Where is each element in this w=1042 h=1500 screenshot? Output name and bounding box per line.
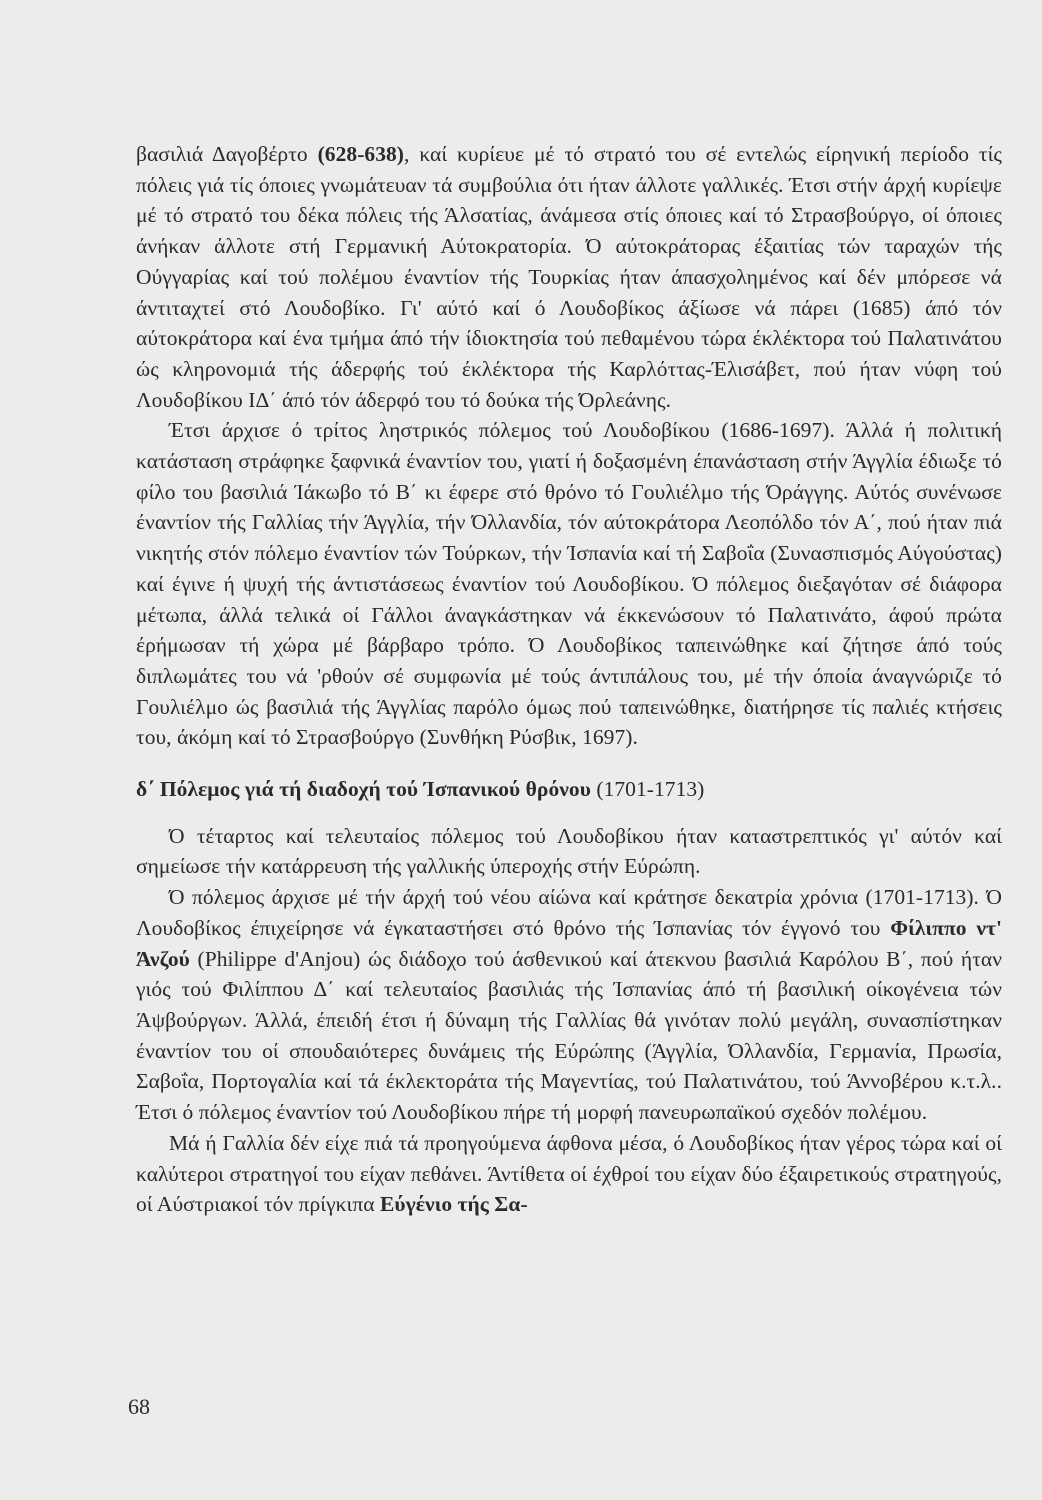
paragraph-5 [136,1128,1002,1220]
paragraph-4-text-2: (Philippe d'Anjou) ώς διάδοχο τού άσθενικού καί άτεκνου βασιλιά Καρόλου Β΄, πού ήταν γιός τού Φιλίππου Δ΄ καί τελευταίος βασιλιάς τής Ίσπανίας άπό τή βασιλική οίκογένεια τών Άψβούργων. Άλλά, έπειδή έτσι ή δύναμη τής Γαλλίας θά γινόταν πολύ μεγάλη, συνασπίστηκαν έναντίον του οί σπουδαιότερες δυνάμεις τής Εύρώπης (Άγγλία, Όλλανδία, Γερμανία, Πρωσία, Σαβοΐα, Πορτογαλία καί τά έκλεκτοράτα τής Μαγεντίας, τού Παλατινάτου, τού Άννοβέρου κ.τ.λ.. Έτσι ό πόλεμος έναντίον τού Λουδοβίκου πήρε τή μορφή πανευρωπαϊκού σχεδόν πολέμου. [136,946,1002,1125]
paragraph-2: Έτσι άρχισε ό τρίτος ληστρικός πόλεμος τού Λουδοβίκου (1686-1697). Άλλά ή πολιτική κατάσταση στράφηκε ξαφνικά έναντίον του, γιατί ή δοξασμένη έπανάσταση στήν Άγγλία έδιωξε τό φίλο του βασιλιά Ίάκωβο τό Β΄ κι έφερε στό θρόνο τό Γουλιέλμο τής Όράγγης. Αύτός συνένωσε έναντίον τής Γαλλίας τήν Άγγλία, τήν Όλλανδία, τόν αύτοκράτορα Λεοπόλδο τόν Α΄, πού ήταν πιά νικητής στόν πόλεμο έναντίον τών Τούρκων, τήν Ίσπανία καί τή Σαβοΐα (Συνασπισμός Αύγούστας) καί έγινε ή ψυχή τής άντιστάσεως έναντίον τού Λουδοβίκου. Ό πόλεμος διεξαγόταν σέ διάφορα μέτωπα, άλλά τελικά οί Γάλλοι άναγκάστηκαν νά έκκενώσουν τό Παλατινάτο, άφού πρώτα έρήμωσαν τή χώρα μέ βάρβαρο τρόπο. Ό Λουδοβίκος ταπεινώθηκε καί ζήτησε άπό τούς διπλωμάτες του νά 'ρθούν σέ συμφωνία μέ τούς άντιπάλους του, μέ τήν όποία άναγνώριζε τό Γουλιέλμο ώς βασιλιά τής Άγγλίας παρόλο όμως πού ταπεινώθηκε, διατήρησε τίς παλιές κτήσεις του, άκόμη καί τό Στρασβούργο (Συνθήκη Ρύσβικ, 1697). [136,418,1002,750]
paragraph-5-text-1: Μά ή Γαλλία δέν είχε πιά τά προηγούμενα άφθονα μέσα, ό Λουδοβίκος ήταν γέρος τώρα καί οί καλύτεροι στρατηγοί του είχαν πεθάνει. Άντίθετα οί έχθροί του είχαν δύο έξαιρετικούς στρατηγούς, οί Αύστριακοί τόν πρίγκιπα [136,1130,1002,1217]
paragraph-1-text-2: , καί κυρίευε μέ τό στρατό του σέ εντελώς είρηνική περίοδο τίς πόλεις γιά τίς όποιες γνωμάτευαν τά συμβούλια ότι ήταν άλλοτε γαλλικές. Έτσι στήν άρχή κυρίεψε μέ τό στρατό του δέκα πόλεις τής Άλσατίας, άνάμεσα στίς όποιες καί τό Στρασβούργο, οί όποιες άνήκαν άλλοτε στή Γερμανική Αύτοκρατορία. Ό αύτοκράτορας έξαιτίας τών ταραχών τής Ούγγαρίας καί τού πολέμου έναντίον τής Τουρκίας ήταν άπασχολημένος καί δέν μπόρεσε νά άντιταχτεί στό Λουδοβίκο. Γι' αύτό καί ό Λουδοβίκος άξίωσε νά πάρει (1685) άπό τόν αύτοκράτορα καί ένα τμήμα άπό τήν ίδιοκτησία τού πεθαμένου τώρα έκλέκτορα τού Παλατινάτου ώς κληρονομιά τής άδερφής τού έκλέκτορα τής Καρλόττας-Έλισάβετ, πού ήταν νύφη τού Λουδοβίκου ΙΔ΄ άπό τόν άδερφό του τό δούκα τής Όρλεάνης. [136,142,1002,412]
paragraph-1 [136,139,1002,415]
paragraph-1-bold-dates: (628-638) [317,142,405,166]
section-heading [136,774,1002,805]
paragraph-1-text-1: βασιλιά Δαγοβέρτο [136,142,318,166]
paragraph-5-bold-name: Εύγένιο τής Σα- [380,1192,528,1217]
paragraph-4-text-1: Ό πόλεμος άρχισε μέ τήν άρχή τού νέου αίώνα καί κράτησε δεκατρία χρόνια (1701-1713). Ό Λουδοβίκος έπιχείρησε νά έγκαταστήσει στό θρόνο τής Ίσπανίας τόν έγγονό του [136,885,1002,940]
section-heading-dates: (1701-1713) [590,777,705,802]
paragraph-4-bold-name: Φίλιππο ντ' Άνζού [136,915,1002,971]
paragraph-3: Ό τέταρτος καί τελευταίος πόλεμος τού Λουδοβίκου ήταν καταστρεπτικός γι' αύτόν καί σημείωσε τήν κατάρρευση τής γαλλικής ύπεροχής στήν Εύρώπη. [136,823,1002,879]
page-number: 68 [128,1394,150,1419]
body-text [136,139,1002,1220]
section-heading-title: δ΄ Πόλεμος γιά τή διαδοχή τού Ίσπανικού θρόνου [136,777,591,802]
paragraph-4 [136,882,1002,1128]
